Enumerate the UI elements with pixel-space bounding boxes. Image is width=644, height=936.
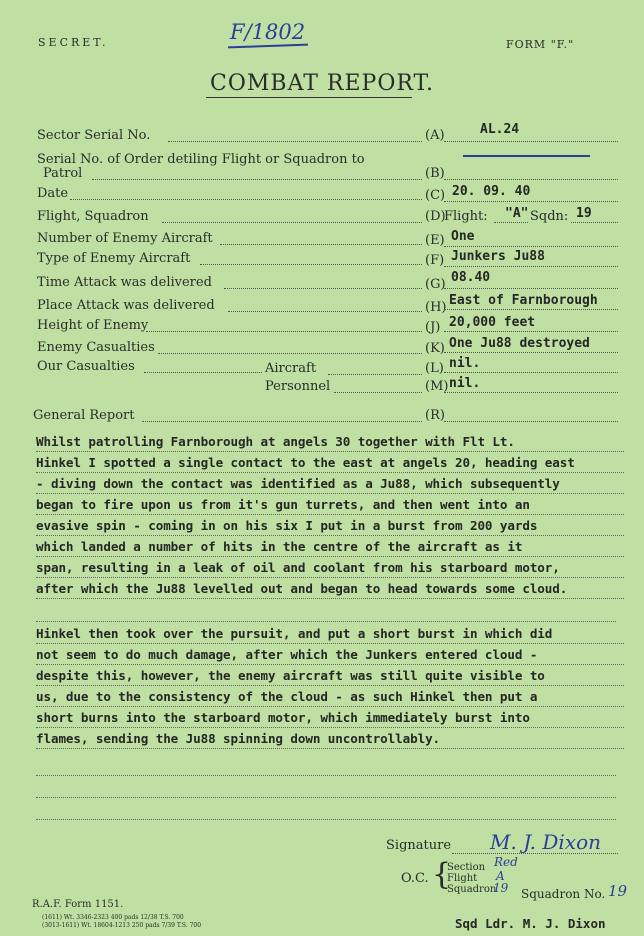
report-paragraph-2 xyxy=(36,623,624,749)
file-reference-underline xyxy=(228,44,308,49)
field-label-height-enemy: Height of Enemy xyxy=(37,318,149,333)
squadron-label-oc: Squadron xyxy=(447,884,497,895)
report-line: flames, sending the Ju88 spinning down uncontrollably. xyxy=(36,728,624,749)
report-line: evasive spin - coming in on his six I put in a burst from 200 yards xyxy=(36,515,624,536)
field-label-flight-squadron: Flight, Squadron xyxy=(37,209,149,224)
field-code-b: (B) xyxy=(425,166,445,181)
sqdn-label: Sqdn: xyxy=(530,209,569,224)
field-value-enemy-casualties: One Ju88 destroyed xyxy=(449,336,590,351)
report-paragraph-1 xyxy=(36,431,624,599)
field-code-a: (A) xyxy=(425,128,445,143)
field-code-j: (J) xyxy=(425,320,441,335)
flight-value: "A" xyxy=(505,206,529,221)
field-value-type-enemy: Junkers Ju88 xyxy=(451,249,545,264)
field-value-place-attack: East of Farnborough xyxy=(449,293,598,308)
field-value-sector-serial: AL.24 xyxy=(480,122,520,137)
field-code-m: (M) xyxy=(425,379,449,394)
field-code-r: (R) xyxy=(425,408,445,423)
section-label: Section xyxy=(447,862,486,873)
field-value-aircraft-casualties: nil. xyxy=(449,356,481,371)
field-value-date: 20. 09. 40 xyxy=(452,184,531,199)
field-value-personnel-casualties: nil. xyxy=(449,376,481,391)
field-sublabel-personnel: Personnel xyxy=(265,379,331,394)
squadron-no-value: 19 xyxy=(608,882,628,900)
report-line: span, resulting in a leak of oil and coolant from his starboard motor, xyxy=(36,557,624,578)
field-code-d: (D) xyxy=(425,209,446,224)
field-label-number-enemy: Number of Enemy Aircraft xyxy=(37,231,213,246)
field-label-time-attack: Time Attack was delivered xyxy=(37,275,212,290)
field-label-general-report: General Report xyxy=(33,408,135,423)
flight-label: Flight: xyxy=(444,209,488,224)
field-label-order-serial: Serial No. of Order detiling Flight or Squadron to xyxy=(37,152,365,167)
field-label-place-attack: Place Attack was delivered xyxy=(37,298,215,313)
field-label-date: Date xyxy=(37,186,69,201)
typed-name: Sqd Ldr. M. J. Dixon xyxy=(455,916,606,931)
field-code-g: (G) xyxy=(425,277,446,292)
field-code-f: (F) xyxy=(425,253,445,268)
field-label-our-casualties: Our Casualties xyxy=(37,359,135,374)
flight-label-oc: Flight xyxy=(447,873,478,884)
oc-label: O.C. xyxy=(401,871,429,886)
title-underline xyxy=(206,97,412,98)
report-line: not seem to do much damage, after which the Junkers entered cloud - xyxy=(36,644,624,665)
report-line: short burns into the starboard motor, which immediately burst into xyxy=(36,707,624,728)
report-line: Whilst patrolling Farnborough at angels 30 together with Flt Lt. xyxy=(36,431,624,452)
raf-form-number: R.A.F. Form 1151. xyxy=(32,899,124,910)
report-line: Hinkel I spotted a single contact to the east at angels 20, heading east xyxy=(36,452,624,473)
field-value-number-enemy: One xyxy=(451,229,475,244)
field-label-patrol: Patrol xyxy=(43,166,83,181)
field-code-e: (E) xyxy=(425,233,445,248)
form-marking: FORM "F." xyxy=(506,38,575,51)
field-label-sector-serial: Sector Serial No. xyxy=(37,128,151,143)
field-code-k: (K) xyxy=(425,341,445,356)
report-line: after which the Ju88 levelled out and began to head towards some cloud. xyxy=(36,578,624,599)
field-code-l: (L) xyxy=(425,361,444,376)
flight-value-oc: A xyxy=(496,869,505,883)
signature: M. J. Dixon xyxy=(490,830,602,854)
printer-line-2: (3013-1611) Wt. 18604-1213 250 pads 7/39 T.S. 700 xyxy=(42,922,202,929)
field-code-c: (C) xyxy=(425,188,446,203)
report-line: - diving down the contact was identified as a Ju88, which subsequently xyxy=(36,473,624,494)
brace: { xyxy=(432,857,452,892)
field-value-time-attack: 08.40 xyxy=(451,270,491,285)
field-code-h: (H) xyxy=(425,300,447,315)
signature-label: Signature xyxy=(386,838,452,853)
report-line: which landed a number of hits in the centre of the aircraft as it xyxy=(36,536,624,557)
printer-line-1: (1611) Wt. 3346-2323 400 pads 12/38 T.S. 700 xyxy=(42,914,184,921)
squadron-no-label: Squadron No. xyxy=(521,887,606,901)
section-value: Red xyxy=(494,855,518,869)
sqdn-value: 19 xyxy=(576,206,592,221)
secret-marking: SECRET. xyxy=(38,36,109,49)
field-sublabel-aircraft: Aircraft xyxy=(265,361,317,376)
file-reference: F/1802 xyxy=(230,20,306,44)
report-line: despite this, however, the enemy aircraft was still quite visible to xyxy=(36,665,624,686)
field-label-enemy-casualties: Enemy Casualties xyxy=(37,340,155,355)
field-label-type-enemy: Type of Enemy Aircraft xyxy=(37,251,191,266)
report-line: us, due to the consistency of the cloud - as such Hinkel then put a xyxy=(36,686,624,707)
squadron-value-oc: 19 xyxy=(493,881,509,895)
ink-line xyxy=(463,155,590,157)
page-title: COMBAT REPORT. xyxy=(210,71,434,96)
report-line: Hinkel then took over the pursuit, and put a short burst in which did xyxy=(36,623,624,644)
report-line: began to fire upon us from it's gun turrets, and then went into an xyxy=(36,494,624,515)
field-value-height-enemy: 20,000 feet xyxy=(449,315,536,330)
